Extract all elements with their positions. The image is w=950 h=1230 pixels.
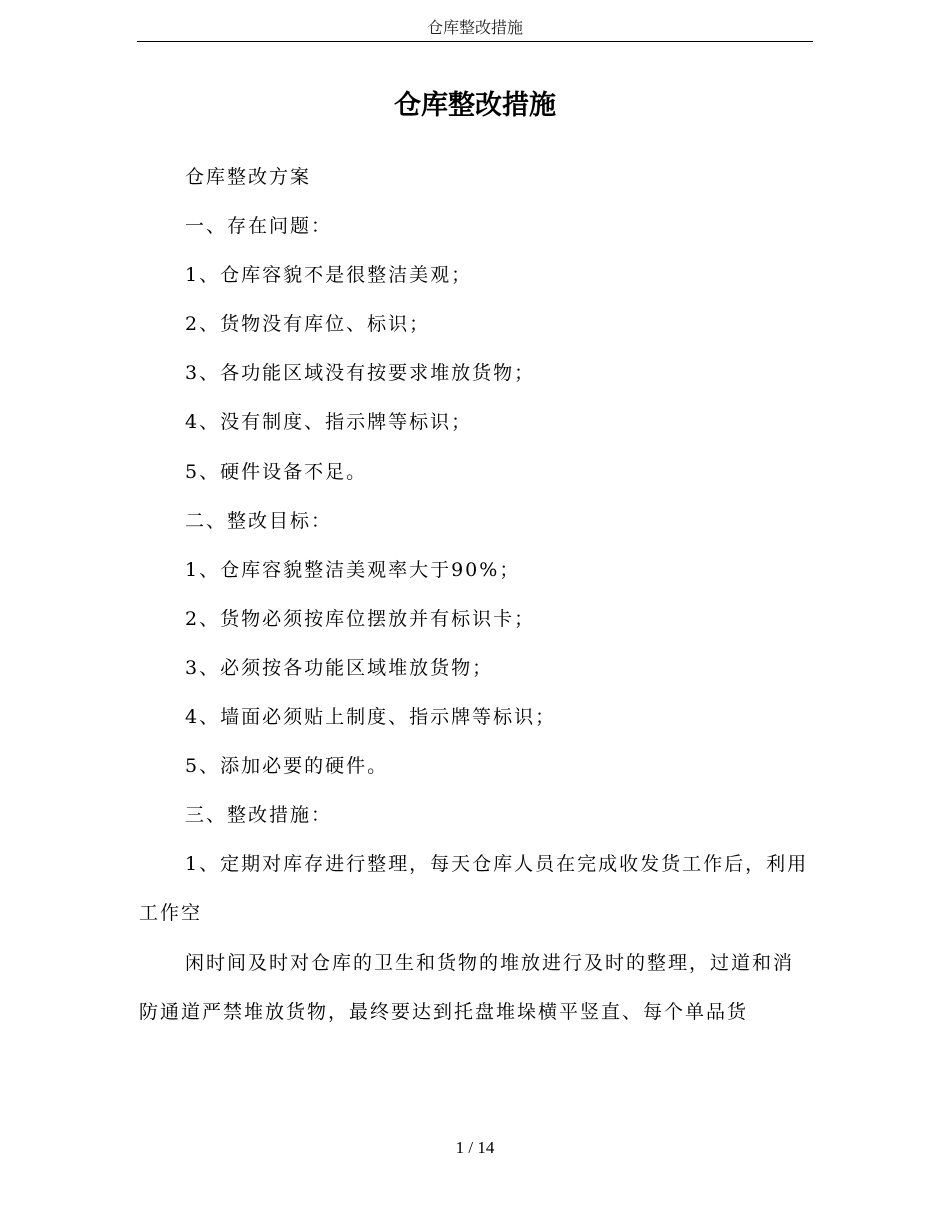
section-heading-problems: 一、存在问题： <box>185 215 333 238</box>
document-body <box>139 153 811 1037</box>
list-item: 5、添加必要的硬件。 <box>185 755 389 778</box>
list-item: 5、硬件设备不足。 <box>185 460 368 483</box>
list-item: 3、各功能区域没有按要求堆放货物； <box>185 362 536 385</box>
paragraph-measure-1: 1、定期对库存进行整理，每天仓库人员在完成收发货工作后，利用工作空 <box>139 853 809 925</box>
list-item: 2、货物没有库位、标识； <box>185 313 431 336</box>
list-item: 3、必须按各功能区域堆放货物； <box>185 656 494 679</box>
list-item: 4、墙面必须贴上制度、指示牌等标识； <box>185 706 557 729</box>
running-header: 仓库整改措施 <box>137 14 813 42</box>
list-item: 2、货物必须按库位摆放并有标识卡； <box>185 607 536 630</box>
document-title: 仓库整改措施 <box>394 90 556 121</box>
list-item: 1、仓库容貌不是很整洁美观； <box>185 264 473 287</box>
page-number: 1 / 14 <box>455 1138 495 1157</box>
list-item: 1、仓库容貌整洁美观率大于90%； <box>185 558 521 581</box>
section-heading-measures: 三、整改措施： <box>185 804 333 827</box>
paragraph-measure-1-continued: 闲时间及时对仓库的卫生和货物的堆放进行及时的整理，过道和消防通道严禁堆放货物，最终要达到托盘堆垛横平竖直、每个单品货 <box>139 951 795 1023</box>
section-heading-goals: 二、整改目标： <box>185 509 333 532</box>
paragraph-plan-heading: 仓库整改方案 <box>185 166 312 188</box>
list-item: 4、没有制度、指示牌等标识； <box>185 411 473 434</box>
